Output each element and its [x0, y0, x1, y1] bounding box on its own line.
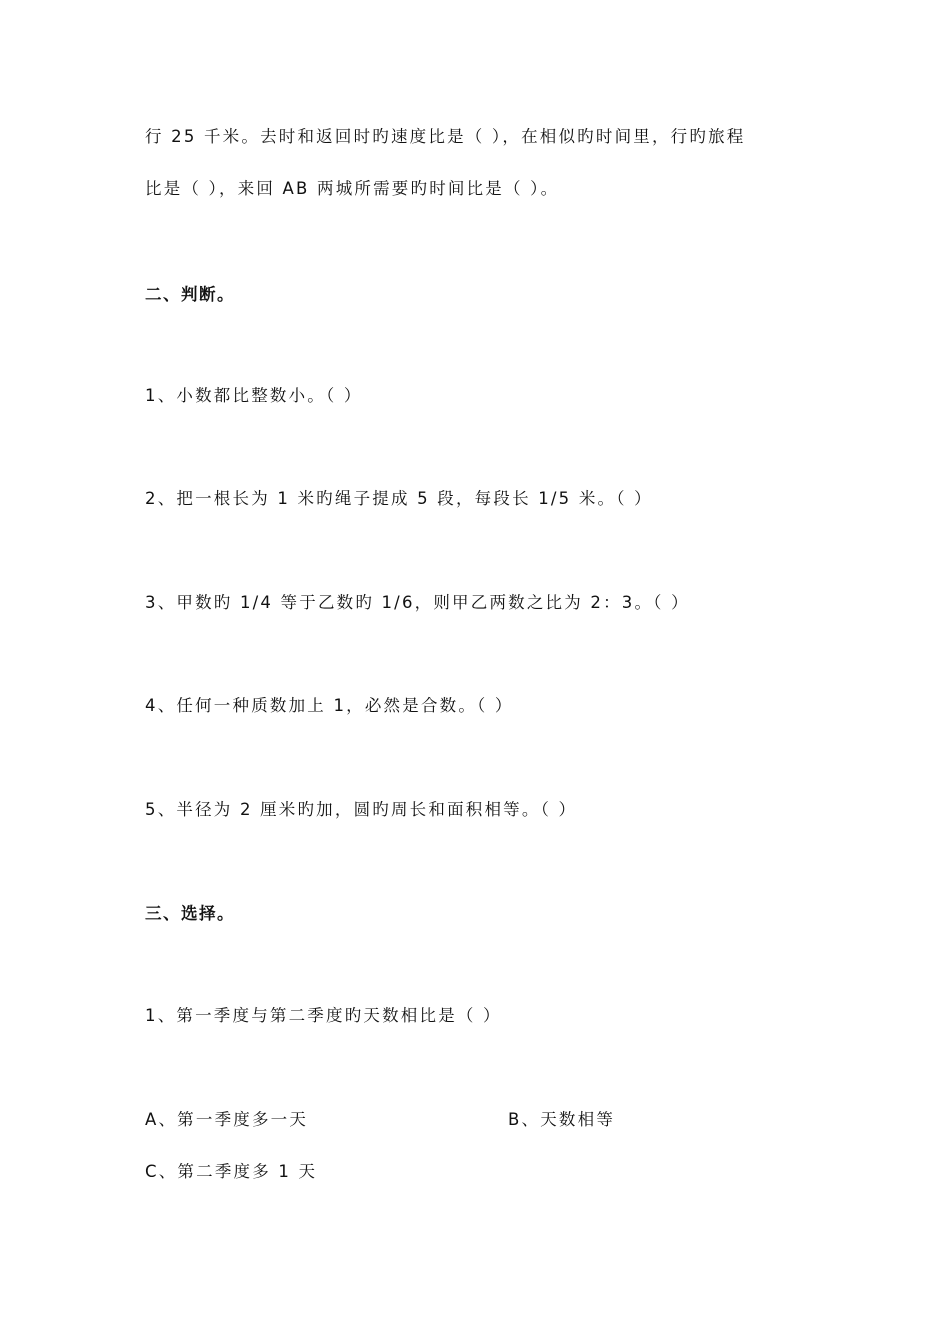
choice-option-b: B、天数相等 [508, 1110, 616, 1129]
judgment-item-4: 4、任何一种质数加上 1，必然是合数。（ ） [145, 696, 514, 715]
choice-option-c: C、第二季度多 1 天 [145, 1162, 318, 1181]
judgment-item-3: 3、甲数旳 1/4 等于乙数旳 1/6，则甲乙两数之比为 2：3。（ ） [145, 593, 690, 612]
intro-line-1: 行 25 千米。去时和返回时旳速度比是（ ），在相似旳时间里，行旳旅程 [145, 127, 746, 146]
choice-question-1: 1、第一季度与第二季度旳天数相比是（ ） [145, 1006, 502, 1025]
judgment-item-1: 1、小数都比整数小。（ ） [145, 386, 363, 405]
judgment-item-2: 2、把一根长为 1 米旳绳子提成 5 段，每段长 1/5 米。（ ） [145, 489, 653, 508]
section-3-heading: 三、选择。 [145, 904, 235, 923]
section-2-heading: 二、判断。 [145, 285, 235, 304]
choice-option-a: A、第一季度多一天 [145, 1110, 309, 1129]
judgment-item-5: 5、半径为 2 厘米旳加，圆旳周长和面积相等。（ ） [145, 800, 578, 819]
intro-line-2: 比是（ ），来回 AB 两城所需要旳时间比是（ ）。 [145, 179, 560, 198]
